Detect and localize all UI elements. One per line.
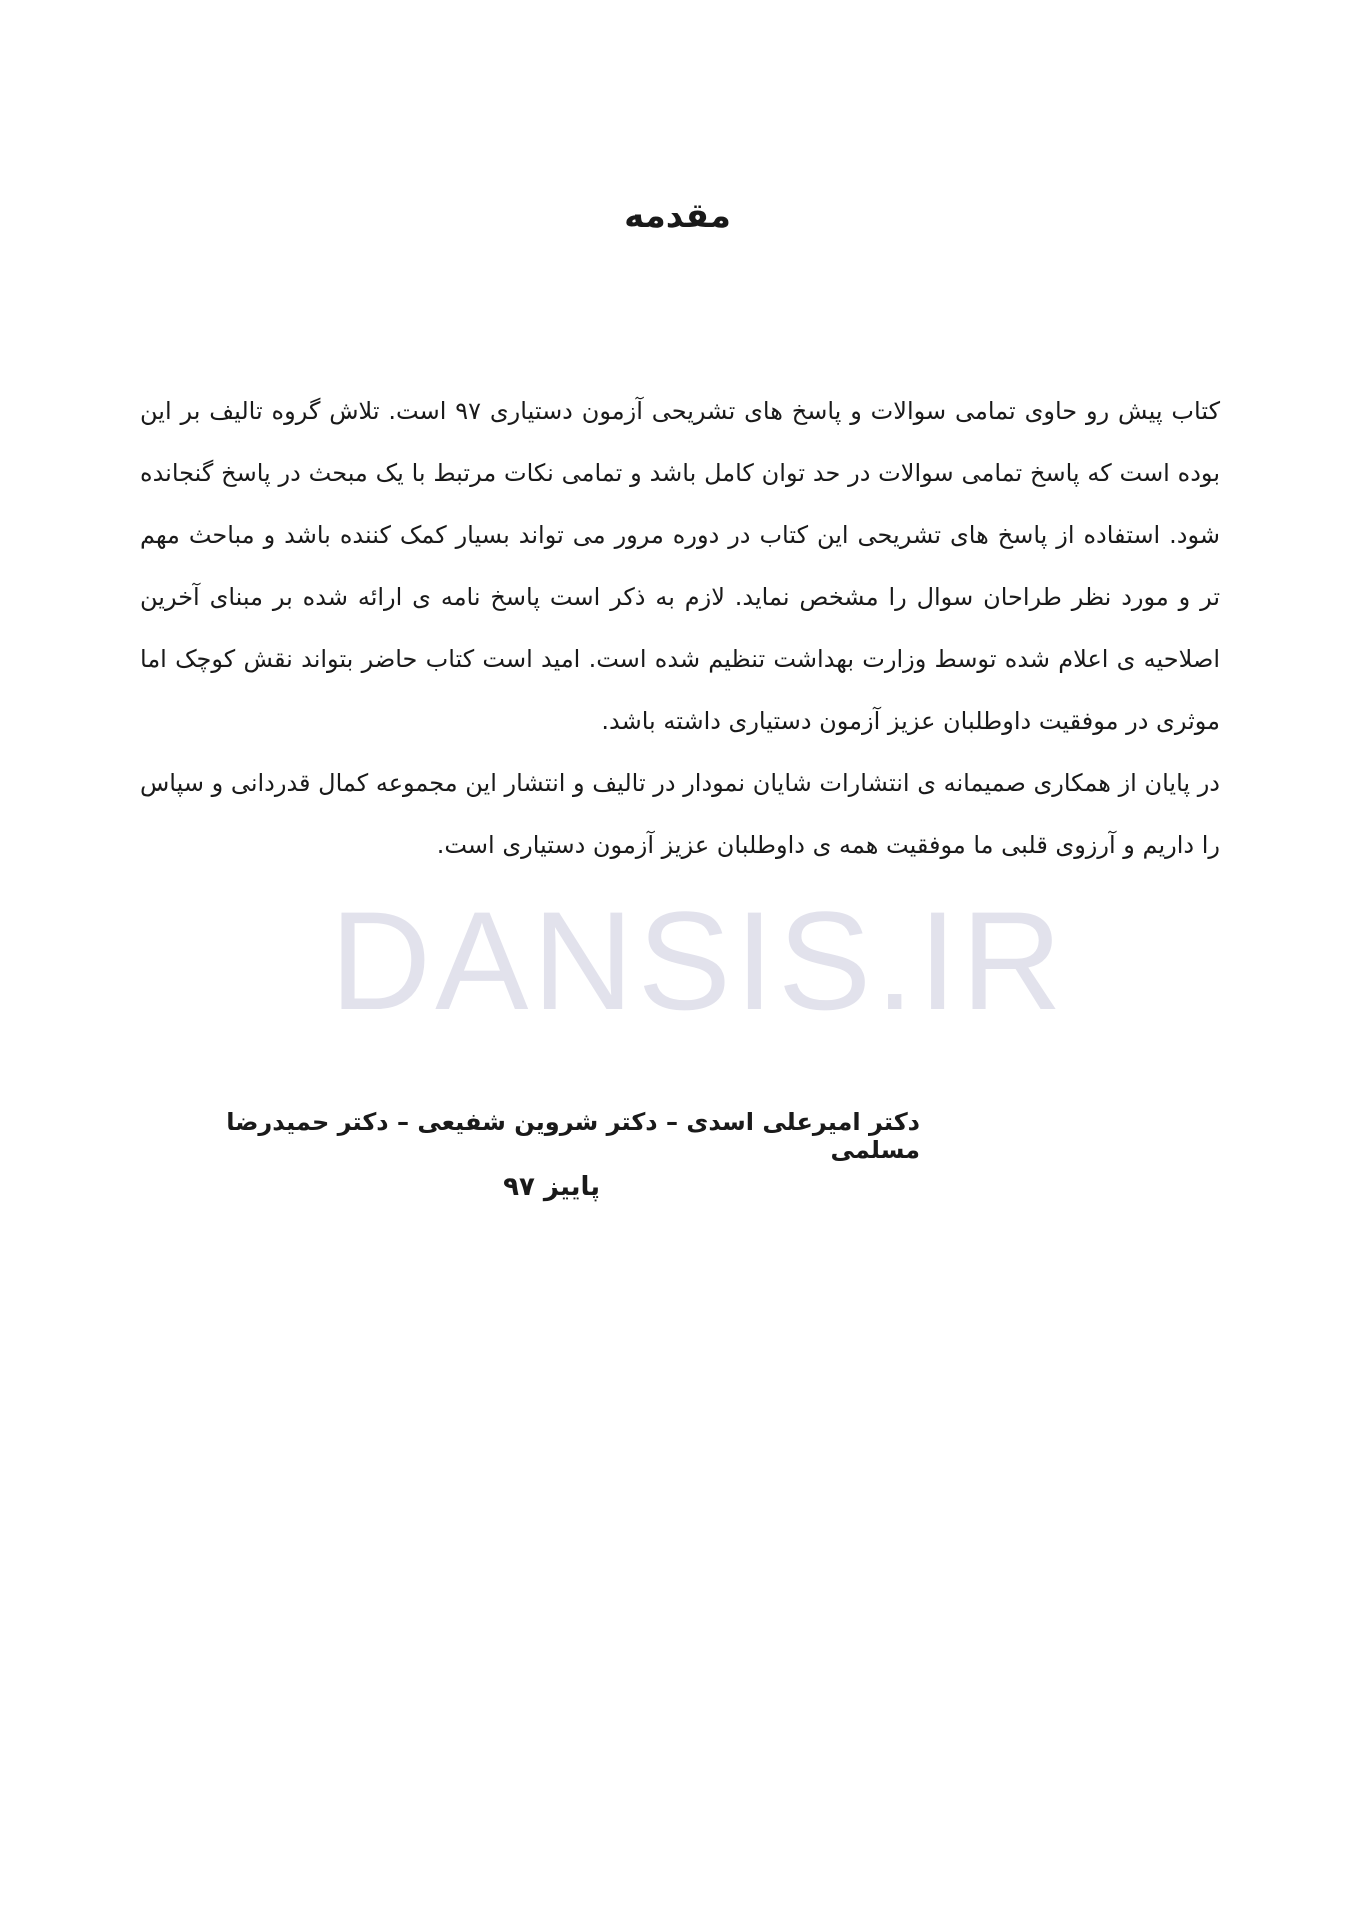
introduction-body — [140, 380, 1220, 876]
paragraph-acknowledgement: در پایان از همکاری صمیمانه ی انتشارات شایان نمودار در تالیف و انتشار این مجموعه کمال قدردانی و سپاس را داریم و آرزوی قلبی ما موفقیت همه ی داوطلبان عزیز آزمون دستیاری است. — [140, 769, 1220, 859]
paragraph-intro: کتاب پیش رو حاوی تمامی سوالات و پاسخ های تشریحی آزمون دستیاری ۹۷ است. تلاش گروه تالیف بر این بوده است که پاسخ تمامی سوالات در حد توان کامل باشد و تمامی نکات مرتبط با یک مبحث در پاسخ گنجانده شود. استفاده از پاسخ های تشریحی این کتاب در دوره مرور می تواند بسیار کمک کننده باشد و مباحث مهم تر و مورد نظر طراحان سوال را مشخص نماید. لازم به ذکر است پاسخ نامه ی ارائه شده بر مبنای آخرین اصلاحیه ی اعلام شده توسط وزارت بهداشت تنظیم شده است. امید است کتاب حاضر بتواند نقش کوچک اما موثری در موفقیت داوطلبان عزیز آزمون دستیاری داشته باشد. — [140, 397, 1220, 735]
page-title: مقدمه — [624, 196, 731, 236]
watermark-text: DANSIS.IR — [330, 882, 1067, 1039]
authors-line: دکتر امیرعلی اسدی – دکتر شروین شفیعی – دکتر حمیدرضا مسلمی — [226, 1108, 920, 1164]
date-line: پاییز ۹۷ — [503, 1172, 600, 1202]
